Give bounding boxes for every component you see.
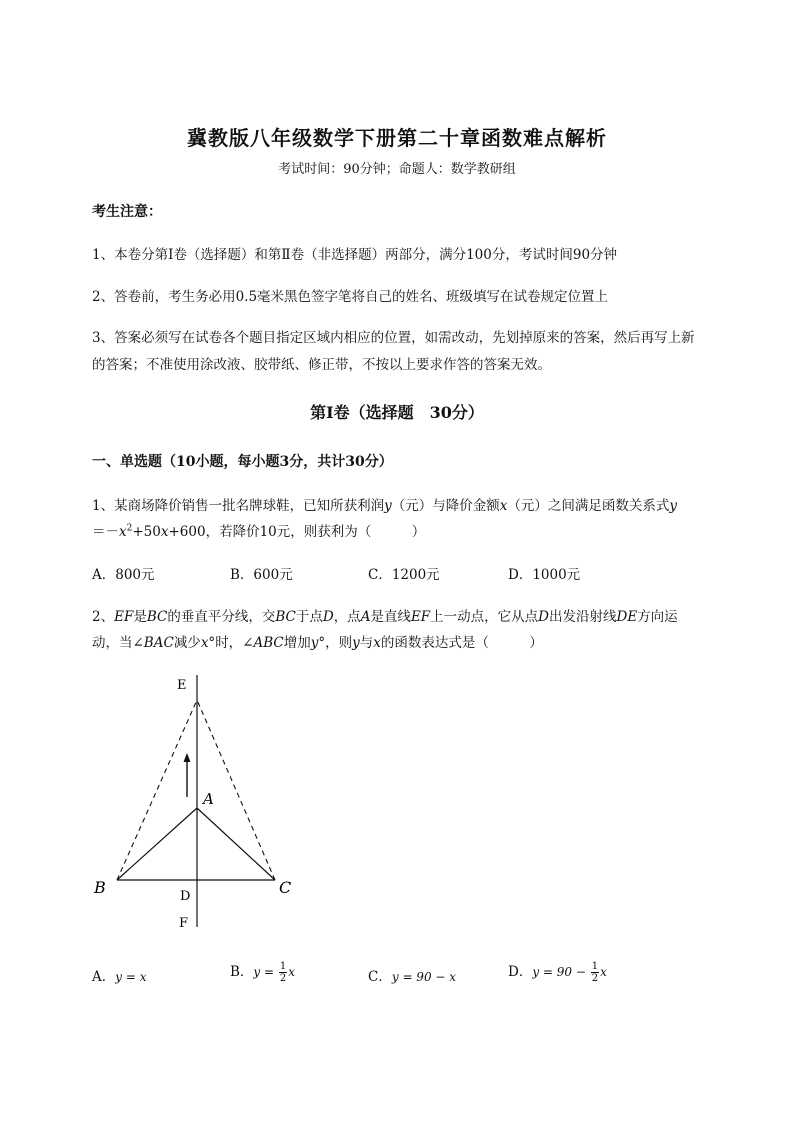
section-title: 第Ⅰ卷（选择题 30分） [310, 403, 484, 422]
q2-text: 增加 [283, 635, 311, 651]
q2-var-x: x [373, 635, 381, 651]
q2-text: 动，当 [92, 635, 133, 651]
q1-var-y-2: y [669, 498, 677, 514]
fraction-numerator: 1 [591, 961, 599, 972]
q1-option-b[interactable]: B．600元 [230, 567, 293, 583]
notice-item-3: 3、答案必须写在试卷各个题目指定区域内相应的位置，如需改动，先划掉原来的答案，然后再写上新 [92, 330, 695, 346]
q2-text: 时， [215, 635, 243, 651]
q2-text: ，点 [333, 609, 361, 625]
q1-option-a[interactable]: A．800元 [92, 567, 155, 583]
q2-option-c[interactable] [368, 965, 456, 985]
q2-text: 的垂直平分线，交 [167, 609, 276, 625]
q2-option-d-expr: y = 90 − [532, 965, 590, 979]
q2-text: 于点 [295, 609, 323, 625]
q2-y-deg: y° [310, 635, 326, 651]
q2-geometry-figure [80, 665, 320, 935]
q2-var-bc: BC [146, 609, 168, 625]
q1-line-2: $=-x^2+50x+600$，若降价10元，则获利为（ ） [92, 523, 426, 540]
q2-x-deg: x° [200, 635, 216, 651]
q2-angle-abc: ∠ABC [242, 635, 284, 651]
page-title: 冀教版八年级数学下册第二十章函数难点解析 [187, 126, 607, 150]
line-ac [197, 808, 275, 880]
label-e: E [177, 678, 187, 693]
line-ab [117, 808, 197, 880]
group-heading: 一、单选题（10小题，每小题3分，共计30分） [92, 454, 393, 470]
label-f: F [179, 916, 189, 931]
q1-text-e: +50 [132, 524, 161, 540]
q1-var-x-sq: x [119, 524, 127, 540]
q2-var-ef: EF [410, 609, 431, 625]
q1-var-y: y [384, 498, 392, 514]
q1-text-d: ＝－ [92, 524, 119, 540]
notice-heading: 考生注意： [92, 204, 162, 220]
q2-text: 是直线 [370, 609, 411, 625]
q1-text-f: +600，若降价10元，则获利为（ ） [168, 524, 426, 540]
q2-text: 方向运 [637, 609, 678, 625]
q1-option-c[interactable]: C．1200元 [368, 567, 440, 583]
q2-line-2 [92, 631, 543, 651]
label-a: A [203, 790, 214, 808]
arrow-head-icon [184, 753, 191, 762]
exam-info: 考试时间：90分钟；命题人：数学教研组 [278, 162, 516, 177]
label-b: B [94, 878, 106, 897]
q2-var-a: A [360, 609, 371, 625]
q2-option-c-label: C． [368, 969, 392, 985]
q2-option-d[interactable] [508, 960, 607, 984]
label-d: D [180, 889, 191, 904]
q2-option-b-var: x [288, 965, 296, 979]
q2-var-y: y [352, 635, 360, 651]
q2-text: 与 [359, 635, 374, 651]
q2-option-a[interactable] [92, 965, 146, 985]
q2-option-b[interactable] [230, 960, 295, 984]
q1-text-b: （元）与降价金额 [391, 498, 500, 514]
q2-text: 是 [133, 609, 147, 625]
q2-text: 出发沿射线 [549, 609, 617, 625]
q1-var-x-2: x [160, 524, 169, 540]
q2-angle-bac: ∠BAC [132, 635, 174, 651]
q2-text: ，则 [325, 635, 353, 651]
q1-var-x: x [499, 498, 508, 514]
q2-var-bc: BC [275, 609, 296, 625]
q2-text: 2、 [92, 609, 115, 625]
q2-option-a-label: A． [92, 969, 116, 985]
q2-option-a-expr: y = x [115, 970, 147, 984]
q1-text-a: 1、某商场降价销售一批名牌球鞋，已知所获利润 [92, 498, 385, 514]
label-c: C [279, 878, 292, 897]
q2-option-d-var: x [600, 965, 607, 979]
q2-option-b-label: B． [230, 964, 254, 980]
notice-item-3-cont: 的答案；不准使用涂改液、胶带纸、修正带，不按以上要求作答的答案无效。 [92, 357, 551, 373]
q2-option-d-fraction [591, 961, 599, 984]
q2-text: 的函数表达式是（ ） [380, 635, 543, 651]
q2-option-c-expr: y = 90 − x [391, 970, 457, 984]
notice-item-1: 1、本卷分第Ⅰ卷（选择题）和第Ⅱ卷（非选择题）两部分，满分100分，考试时间90分钟 [92, 247, 618, 263]
q2-option-d-label: D． [508, 964, 533, 980]
q2-line-1 [92, 605, 678, 625]
fraction-denominator: 2 [279, 973, 287, 984]
q2-var-d: D [322, 609, 334, 625]
q2-text: 减少 [173, 635, 201, 651]
q2-var-d: D [538, 609, 549, 625]
q2-option-b-fraction [279, 961, 287, 984]
q2-var-de: DE [616, 609, 638, 625]
q1-line-1 [92, 494, 677, 514]
fraction-denominator: 2 [591, 973, 599, 984]
q2-text: 上一动点，它从点 [430, 609, 539, 625]
q1-text-c: （元）之间满足函数关系式 [507, 498, 670, 514]
q2-option-b-expr: y = [253, 965, 278, 979]
notice-item-2: 2、答卷前，考生务必用0.5毫米黑色签字笔将自己的姓名、班级填写在试卷规定位置上 [92, 289, 609, 305]
q2-var-ef: EF [114, 609, 134, 625]
fraction-numerator: 1 [279, 961, 287, 972]
dashed-line-left [117, 700, 197, 880]
q1-option-d[interactable]: D．1000元 [508, 567, 581, 583]
